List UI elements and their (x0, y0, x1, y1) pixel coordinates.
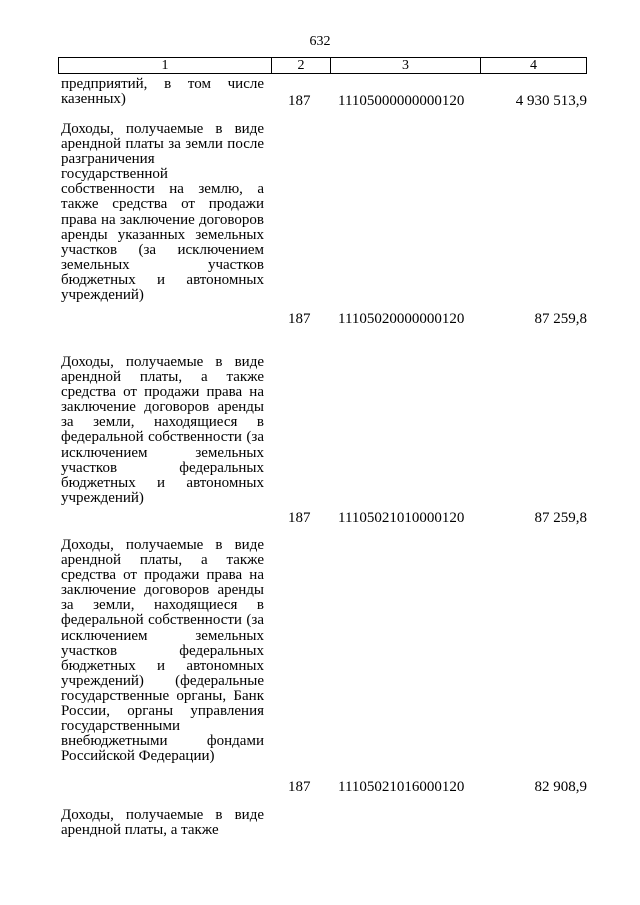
row-description: Доходы, получаемые в виде арендной платы, а также средства от продажи права на заключение договоров аренды за земли, находящиеся в федеральной собственности (за исключением земельных участков федеральных бюджетных и автономных учреждений) (61, 354, 264, 506)
row-admin-code: 187 (288, 311, 311, 327)
row-description: предприятий, в том числе казенных) (61, 76, 264, 108)
row-admin-code: 187 (288, 93, 311, 109)
row-description: Доходы, получаемые в виде арендной платы, а также (61, 807, 264, 839)
row-description: Доходы, получаемые в виде арендной платы за земли после разграничения государственной собственности на землю, а также средства от продажи права на заключение договоров аренды указанных земельных участков (за исключением земельных участков бюджетных и автономных учреждений) (61, 121, 264, 304)
page-number: 632 (309, 34, 331, 49)
header-col-2: 2 (272, 58, 331, 73)
row-budget-code: 11105021010000120 (338, 510, 465, 526)
row-budget-code: 11105000000000120 (338, 93, 465, 109)
row-budget-code: 11105020000000120 (338, 311, 465, 327)
header-col-3: 3 (331, 58, 481, 73)
header-col-4: 4 (530, 58, 537, 73)
row-admin-code: 187 (288, 779, 311, 795)
header-col-1: 1 (59, 58, 272, 73)
row-amount: 87 259,8 (534, 311, 587, 327)
row-amount: 4 930 513,9 (515, 93, 587, 109)
table-header (58, 57, 587, 74)
row-budget-code: 11105021016000120 (338, 779, 465, 795)
row-amount: 87 259,8 (534, 510, 587, 526)
row-amount: 82 908,9 (534, 779, 587, 795)
row-description: Доходы, получаемые в виде арендной платы, а также средства от продажи права на заключение договоров аренды за земли, находящиеся в федеральной собственности (за исключением земельных участков федеральных бюджетных и автономных учреждений) (федеральные государственные органы, Банк России, органы управления государственными внебюджетными фондами Российской Федерации) (61, 537, 264, 765)
row-admin-code: 187 (288, 510, 311, 526)
